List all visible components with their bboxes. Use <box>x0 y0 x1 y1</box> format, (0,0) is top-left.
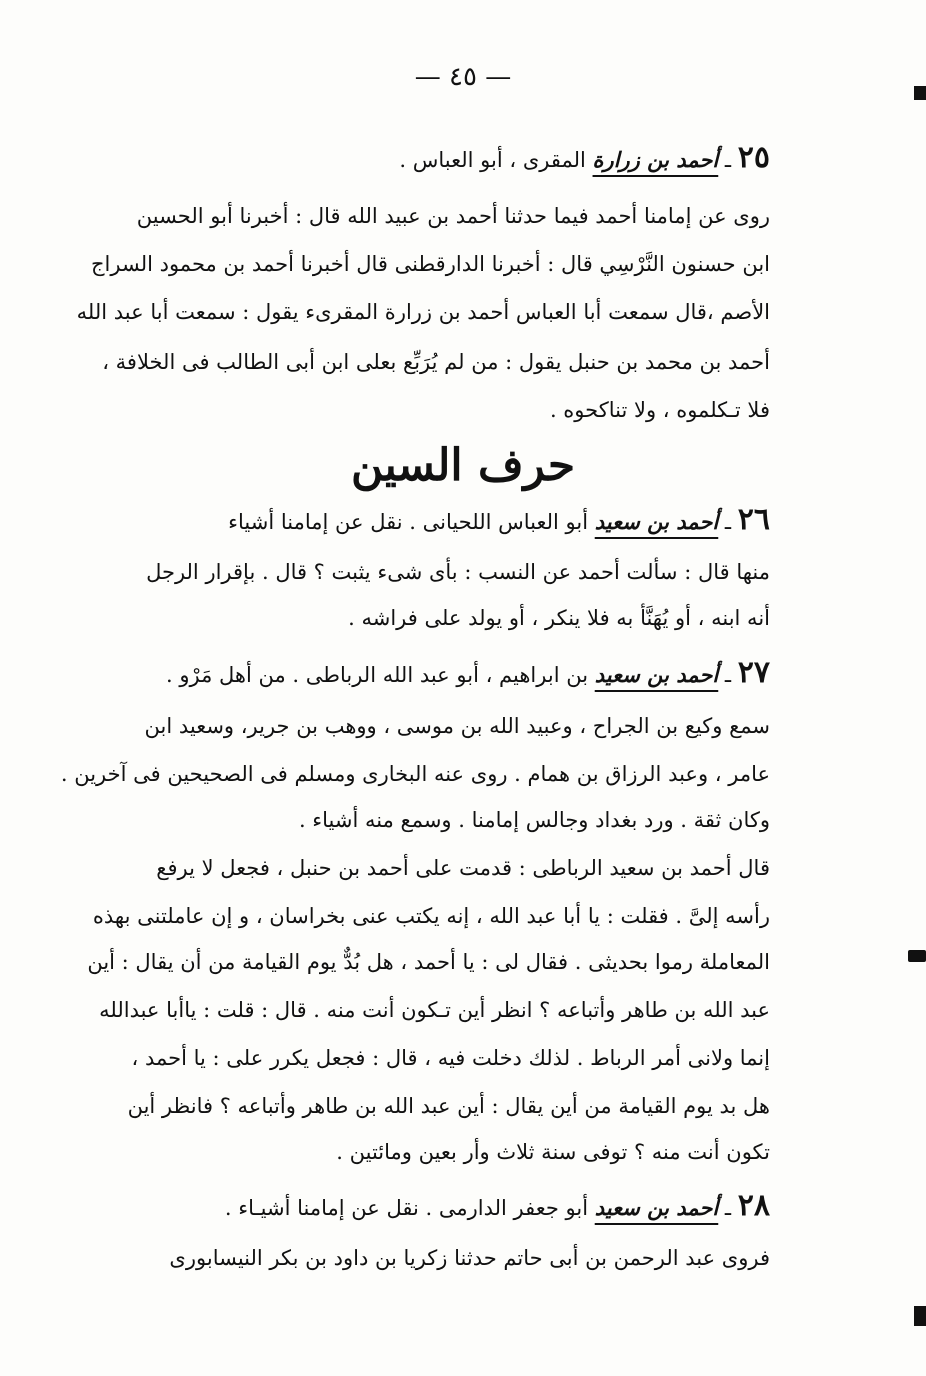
entry-25-description: المقرى ، أبو العباس . <box>399 148 593 172</box>
margin-mark <box>914 86 926 100</box>
entry-28-number: ٢٨ <box>737 1188 770 1223</box>
entry-25-body <box>76 204 770 434</box>
entry-26-name: أحمد بن سعيد <box>594 509 719 534</box>
text-line: المعاملة رموا بحديثى . فقال لى : يا أحمد ، هل بُدٌّ يوم القيامة من أن يقال : أين <box>87 950 770 974</box>
text-line: أحمد بن محمد بن حنبل يقول : من لم يُرَبِّع بعلى ابن أبى الطالب فى الخلافة ، <box>102 350 770 374</box>
entry-26-number: ٢٦ <box>737 502 770 537</box>
text-line: هل بد يوم القيامة من أين يقال : أين عبد الله بن طاهر وأتباعه ؟ فانظر أين <box>127 1094 770 1118</box>
entry-25-number: ٢٥ <box>737 140 770 175</box>
entry-26-heading: ٢٦ ـ أحمد بن سعيد أبو العباس اللحيانى . نقل عن إمامنا أشياء <box>228 502 770 537</box>
entry-27-description: بن ابراهيم ، أبو عبد الله الرباطى . من أهل مَرْو . <box>166 663 595 687</box>
entry-27-body-2 <box>87 856 770 1176</box>
text-line: سمع وكيع بن الجراح ، وعبيد الله بن موسى ، ووهب بن جرير، وسعيد ابن <box>144 714 770 738</box>
margin-mark <box>914 1306 926 1326</box>
entry-28-heading: ٢٨ ـ أحمد بن سعيد أبو جعفر الدارمى . نقل عن إمامنا أشيـاء . <box>224 1188 770 1223</box>
entry-27-name: أحمد بن سعيد <box>594 662 719 687</box>
text-line: عبد الله بن طاهر وأتباعه ؟ انظر أين تـكون أنت منه . قال : قلت : ياأبا عبدالله <box>99 998 770 1022</box>
page-number: — ٤٥ — <box>414 62 512 92</box>
entry-27-body-1 <box>60 714 770 844</box>
entry-27-number: ٢٧ <box>737 655 770 690</box>
text-line: عامر ، وعبد الرزاق بن همام . روى عنه البخارى ومسلم فى الصحيحين فى آخرين . <box>60 762 770 786</box>
text-line: فروى عبد الرحمن بن أبى حاتم حدثنا زكريا بن داود بن بكر النيسابورى <box>169 1246 770 1270</box>
entry-25-name: أحمد بن زرارة <box>592 147 719 172</box>
text-line: رأسه إلىَّ . فقلت : يا أبا عبد الله ، إنه يكتب عنى بخراسان ، و إن عاملتنى بهذه <box>92 904 770 928</box>
entry-28-description: أبو جعفر الدارمى . نقل عن إمامنا أشيـاء . <box>224 1196 595 1220</box>
text-line: روى عن إمامنا أحمد فيما حدثنا أحمد بن عبيد الله قال : أخبرنا أبو الحسين <box>136 204 770 228</box>
text-line: إنما ولانى أمر الرباط . لذلك دخلت فيه ، قال : فجعل يكرر على : يا أحمد ، <box>131 1046 770 1070</box>
text-line: فلا تـكلموه ، ولا تناكحوه . <box>549 398 770 422</box>
text-line: الأصم ،قال سمعت أبا العباس أحمد بن زرارة المقرىء يقول : سمعت أبا عبد الله <box>76 300 770 324</box>
text-line: قال أحمد بن سعيد الرباطى : قدمت على أحمد بن حنبل ، فجعل لا يرفع <box>156 856 770 880</box>
text-line: تكون أنت منه ؟ توفى سنة ثلاث وأر بعين ومائتين . <box>336 1140 770 1164</box>
entry-27-heading: ٢٧ ـ أحمد بن سعيد بن ابراهيم ، أبو عبد الله الرباطى . من أهل مَرْو . <box>166 655 770 690</box>
text-line: وكان ثقة . ورد بغداد وجالس إمامنا . وسمع منه أشياء . <box>298 808 770 832</box>
entry-26-description: أبو العباس اللحيانى . نقل عن إمامنا أشياء <box>228 510 595 534</box>
entry-26-body <box>146 560 770 650</box>
text-line: ابن حسنون النَّرْسِي قال : أخبرنا الدارقطنى قال أخبرنا أحمد بن محمود السراج <box>90 252 770 276</box>
entry-25-heading: ٢٥ ـ أحمد بن زرارة المقرى ، أبو العباس . <box>399 140 770 175</box>
entry-28-body <box>150 1246 770 1286</box>
text-line: منها قال : سألت أحمد عن النسب : بأى شىء يثبت ؟ قال . بإقرار الرجل <box>146 560 770 584</box>
margin-mark <box>908 950 926 962</box>
text-line: أنه ابنه ، أو يُهَنَّأ به فلا ينكر ، أو يولد على فراشه . <box>348 606 770 630</box>
section-title: حرف السين <box>350 440 576 491</box>
entry-28-name: أحمد بن سعيد <box>594 1195 719 1220</box>
